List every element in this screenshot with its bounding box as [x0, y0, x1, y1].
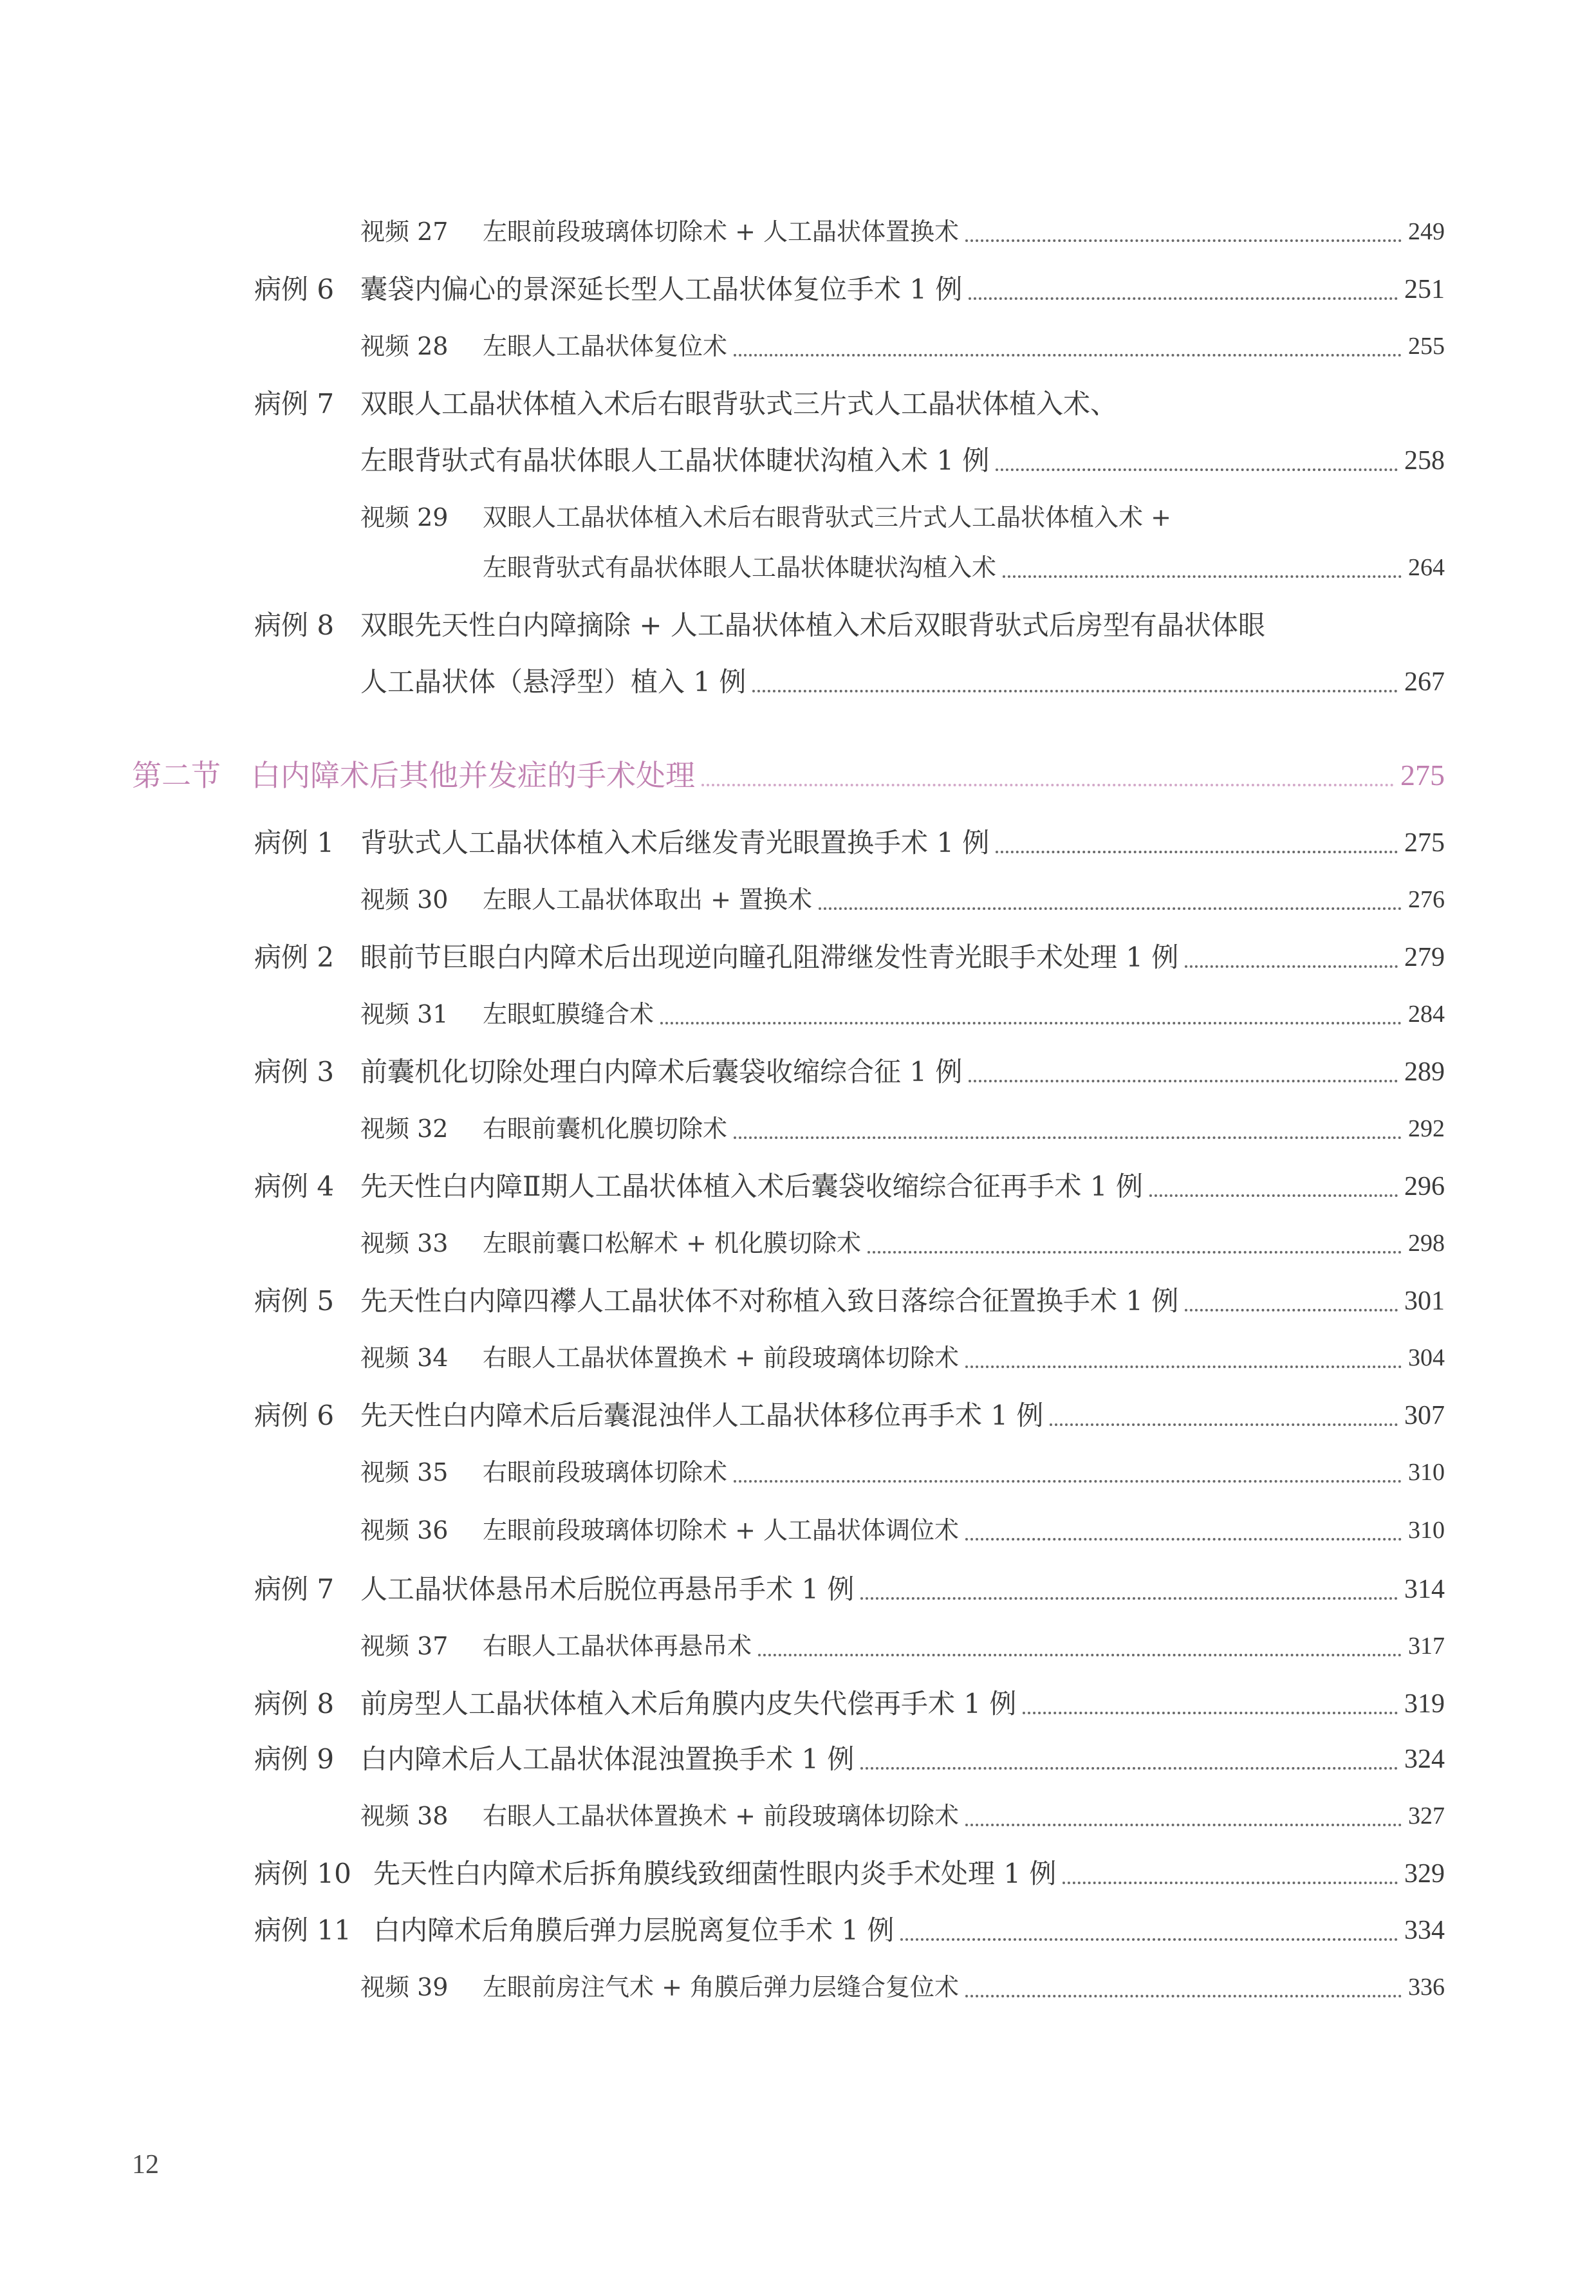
leader-dots: [965, 1995, 1402, 1997]
entry-title: 左眼前段玻璃体切除术 + 人工晶状体置换术: [483, 218, 959, 246]
leader-dots: [1185, 1309, 1398, 1311]
entry-page: 298: [1408, 1230, 1445, 1257]
entry-title: 囊袋内偏心的景深延长型人工晶状体复位手术 1 例: [360, 273, 963, 305]
entry-page: 319: [1404, 1689, 1445, 1719]
entry-title: 右眼人工晶状体置换术 + 前段玻璃体切除术: [483, 1344, 959, 1372]
entry-label: 病例 7: [254, 388, 335, 420]
leader-dots: [752, 690, 1398, 692]
leader-dots: [660, 1022, 1402, 1024]
section-page: 275: [1400, 759, 1445, 792]
toc-entry-video[interactable]: [254, 1109, 1445, 1148]
entry-title: 人工晶状体（悬浮型）植入 1 例: [360, 666, 747, 698]
leader-dots: [996, 468, 1398, 471]
entry-label: 视频 37: [360, 1632, 449, 1660]
entry-page: 324: [1404, 1745, 1445, 1774]
entry-title: 右眼前囊机化膜切除术: [483, 1115, 728, 1143]
entry-title: 右眼人工晶状体置换术 + 前段玻璃体切除术: [483, 1802, 959, 1830]
entry-title: 左眼人工晶状体复位术: [483, 332, 728, 360]
entry-title: 左眼背驮式有晶状体眼人工晶状体睫状沟植入术: [483, 553, 997, 582]
entry-title: 右眼前段玻璃体切除术: [483, 1458, 728, 1486]
toc-entry-video[interactable]: [254, 1511, 1445, 1550]
entry-label: 病例 3: [254, 1056, 335, 1088]
toc-entry-case[interactable]: [254, 1570, 1445, 1609]
page-number: 12: [132, 2150, 159, 2180]
entry-label: 病例 2: [254, 941, 335, 973]
entry-label: 视频 35: [360, 1458, 449, 1486]
toc-entry-case-line2[interactable]: [360, 441, 1445, 480]
toc-entry-case[interactable]: [254, 1282, 1445, 1320]
toc-entry-video-line2[interactable]: [483, 548, 1445, 587]
leader-dots: [734, 354, 1402, 356]
entry-label: 病例 9: [254, 1743, 335, 1775]
entry-page: 329: [1404, 1859, 1445, 1889]
leader-dots: [734, 1136, 1402, 1139]
entry-page: 334: [1404, 1916, 1445, 1945]
entry-label: 病例 6: [254, 273, 335, 305]
toc-entry-video[interactable]: [254, 1968, 1445, 2006]
toc-entry-video[interactable]: [254, 1224, 1445, 1263]
entry-page: 304: [1408, 1344, 1445, 1371]
entry-label: 病例 6: [254, 1400, 335, 1431]
toc-entry-case[interactable]: [254, 1740, 1445, 1779]
section-label: 第二节: [132, 758, 221, 793]
leader-dots: [965, 1366, 1402, 1368]
leader-dots: [758, 1654, 1402, 1656]
leader-dots: [860, 1597, 1398, 1600]
entry-title: 右眼人工晶状体再悬吊术: [483, 1632, 752, 1660]
leader-dots: [965, 1824, 1402, 1826]
entry-title: 左眼背驮式有晶状体眼人工晶状体睫状沟植入术 1 例: [360, 445, 990, 476]
entry-title-line1: 双眼人工晶状体植入术后右眼背驮式三片式人工晶状体植入术、: [360, 388, 1118, 420]
leader-dots: [1062, 1882, 1398, 1884]
entry-label: 病例 4: [254, 1171, 335, 1202]
entry-page: 264: [1408, 554, 1445, 581]
entry-label: 视频 34: [360, 1344, 449, 1372]
leader-dots: [965, 1538, 1402, 1541]
toc-entry-video-line1[interactable]: [360, 498, 1171, 537]
entry-title: 白内障术后人工晶状体混浊置换手术 1 例: [360, 1743, 855, 1775]
entry-page: 310: [1408, 1517, 1445, 1544]
entry-page: 258: [1404, 446, 1445, 476]
entry-page: 327: [1408, 1802, 1445, 1829]
entry-label: 视频 33: [360, 1229, 449, 1257]
entry-label: 视频 31: [360, 1000, 449, 1028]
entry-title-line1: 双眼先天性白内障摘除 + 人工晶状体植入术后双眼背驮式后房型有晶状体眼: [360, 609, 1265, 641]
leader-dots: [969, 1080, 1398, 1082]
entry-page: 307: [1404, 1401, 1445, 1430]
entry-title: 白内障术后角膜后弹力层脱离复位手术 1 例: [373, 1914, 895, 1946]
leader-dots: [868, 1251, 1402, 1254]
entry-label: 视频 39: [360, 1973, 449, 2001]
toc-entry-case[interactable]: [254, 1685, 1445, 1723]
entry-label: 视频 32: [360, 1115, 449, 1143]
leader-dots: [965, 239, 1402, 242]
toc-entry-video[interactable]: [254, 995, 1445, 1033]
entry-label: 病例 8: [254, 1688, 335, 1719]
entry-title: 先天性白内障术后后囊混浊伴人工晶状体移位再手术 1 例: [360, 1400, 1044, 1431]
toc-entry-case-line1[interactable]: [254, 606, 1265, 645]
toc-entry-video[interactable]: [254, 1453, 1445, 1492]
entry-label: 视频 28: [360, 332, 449, 360]
entry-label: 病例 1: [254, 827, 335, 858]
entry-label: 病例 7: [254, 1573, 335, 1605]
entry-page: 276: [1408, 886, 1445, 913]
toc-entry-case-line2[interactable]: [360, 663, 1445, 701]
entry-page: 284: [1408, 1001, 1445, 1028]
leader-dots: [860, 1767, 1398, 1770]
entry-title: 左眼前房注气术 + 角膜后弹力层缝合复位术: [483, 1973, 959, 2001]
entry-page: 310: [1408, 1459, 1445, 1486]
leader-dots: [996, 851, 1398, 853]
leader-dots: [1185, 965, 1398, 968]
entry-page: 336: [1408, 1974, 1445, 2001]
leader-dots: [900, 1938, 1398, 1941]
entry-page: 249: [1408, 218, 1445, 245]
leader-dots: [819, 907, 1402, 910]
toc-entry-case-line1[interactable]: [254, 385, 1117, 423]
entry-title: 背驮式人工晶状体植入术后继发青光眼置换手术 1 例: [360, 827, 990, 858]
toc-section-heading[interactable]: [132, 754, 1445, 797]
leader-dots: [734, 1480, 1402, 1483]
leader-dots: [1050, 1423, 1398, 1426]
entry-label: 视频 29: [360, 503, 449, 532]
toc-entry-video[interactable]: [254, 1797, 1445, 1835]
leader-dots: [969, 297, 1398, 300]
entry-title: 前囊机化切除处理白内障术后囊袋收缩综合征 1 例: [360, 1056, 963, 1088]
leader-dots: [701, 784, 1394, 786]
toc-entry-case[interactable]: [254, 1855, 1445, 1893]
toc-entry-case[interactable]: [254, 1396, 1445, 1435]
entry-title-line1: 双眼人工晶状体植入术后右眼背驮式三片式人工晶状体植入术 +: [483, 503, 1171, 532]
entry-title: 左眼虹膜缝合术: [483, 1000, 654, 1028]
toc-entry-video[interactable]: [254, 1338, 1445, 1377]
toc-entry-case[interactable]: [254, 1911, 1445, 1950]
toc-entry-case[interactable]: [254, 1167, 1445, 1206]
entry-title: 先天性白内障四襻人工晶状体不对称植入致日落综合征置换手术 1 例: [360, 1285, 1179, 1317]
entry-page: 301: [1404, 1286, 1445, 1316]
entry-label: 病例 8: [254, 609, 335, 641]
entry-title: 人工晶状体悬吊术后脱位再悬吊手术 1 例: [360, 1573, 855, 1605]
entry-page: 289: [1404, 1057, 1445, 1087]
entry-page: 251: [1404, 275, 1445, 304]
toc-entry-case[interactable]: [254, 270, 1445, 309]
entry-label: 病例 10: [254, 1858, 351, 1889]
entry-page: 314: [1404, 1575, 1445, 1604]
toc-entry-video[interactable]: [254, 880, 1445, 919]
entry-title: 左眼前段玻璃体切除术 + 人工晶状体调位术: [483, 1516, 959, 1544]
entry-page: 317: [1408, 1633, 1445, 1660]
entry-page: 292: [1408, 1115, 1445, 1142]
entry-label: 视频 27: [360, 218, 449, 246]
entry-title: 先天性白内障Ⅱ期人工晶状体植入术后囊袋收缩综合征再手术 1 例: [360, 1171, 1143, 1202]
section-title: 白内障术后其他并发症的手术处理: [251, 758, 695, 793]
entry-title: 先天性白内障术后拆角膜线致细菌性眼内炎手术处理 1 例: [373, 1858, 1057, 1889]
toc-entry-video[interactable]: [254, 212, 1445, 251]
entry-title: 眼前节巨眼白内障术后出现逆向瞳孔阻滞继发性青光眼手术处理 1 例: [360, 941, 1179, 973]
entry-title: 前房型人工晶状体植入术后角膜内皮失代偿再手术 1 例: [360, 1688, 1017, 1719]
toc-entry-case[interactable]: [254, 938, 1445, 977]
entry-label: 视频 38: [360, 1802, 449, 1830]
entry-title: 左眼人工晶状体取出 + 置换术: [483, 885, 812, 914]
toc-entry-video[interactable]: [254, 327, 1445, 366]
leader-dots: [1003, 575, 1402, 578]
entry-page: 255: [1408, 333, 1445, 360]
entry-label: 视频 30: [360, 885, 449, 914]
leader-dots: [1149, 1194, 1398, 1197]
entry-page: 279: [1404, 943, 1445, 972]
toc-entry-video[interactable]: [254, 1627, 1445, 1665]
entry-title: 左眼前囊口松解术 + 机化膜切除术: [483, 1229, 861, 1257]
toc-entry-case[interactable]: [254, 824, 1445, 862]
entry-label: 病例 5: [254, 1285, 335, 1317]
toc-entry-case[interactable]: [254, 1053, 1445, 1091]
entry-label: 病例 11: [254, 1914, 351, 1946]
leader-dots: [1023, 1712, 1398, 1714]
entry-page: 267: [1404, 667, 1445, 697]
entry-page: 296: [1404, 1172, 1445, 1201]
entry-label: 视频 36: [360, 1516, 449, 1544]
entry-page: 275: [1404, 828, 1445, 858]
